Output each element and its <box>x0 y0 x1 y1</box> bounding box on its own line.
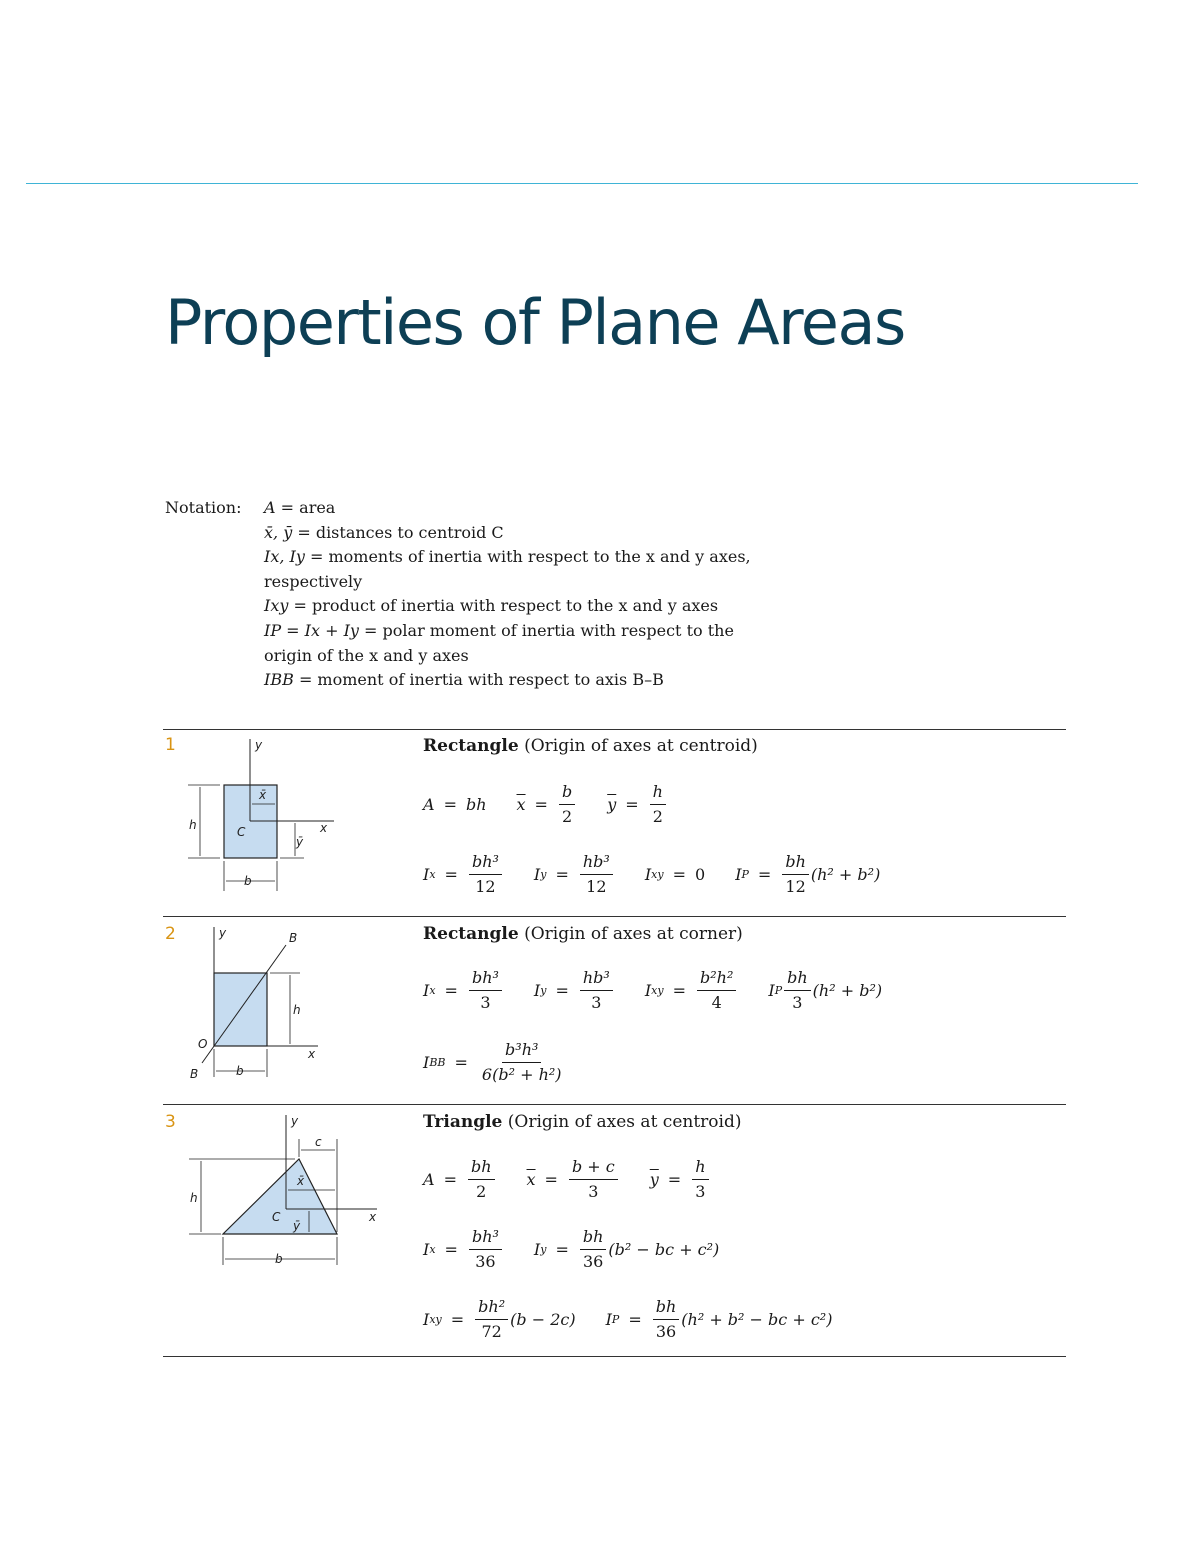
case-heading <box>423 1112 741 1132</box>
ix-fraction: $\frac{\text{bh³}}{36}$ <box>469 1227 502 1272</box>
ixy-value: 0 <box>695 865 706 884</box>
shape-note: (Origin of axes at centroid) <box>507 1112 742 1132</box>
y-axis-label: y <box>255 738 263 752</box>
case-number: 1 <box>165 735 176 755</box>
axis-b-top-label: B <box>289 931 298 945</box>
formula-row-area-centroid: A = bh $\overline{x}$ = $\frac{b}{2}$ $\overline{y}$ = $\frac{h}{2}$ <box>423 782 668 827</box>
notation-symbol: A <box>264 498 276 517</box>
b-dimension-label: b <box>244 874 252 888</box>
x-axis-label: x <box>369 1210 377 1224</box>
ixy-fraction: $\frac{\text{b²h²}}{4}$ <box>697 968 736 1013</box>
area-fraction: $\frac{bh}{2}$ <box>468 1157 495 1202</box>
notation-line <box>264 668 804 693</box>
notation-line <box>264 619 804 644</box>
formula-row-product-polar: I xy = $\frac{\text{bh²}}{72}$ (b − 2c) I P = $\frac{bh}{36}$ (h² + b² − bc + c²) <box>423 1297 833 1341</box>
xbar-fraction: $\frac{b + c}{3}$ <box>569 1157 618 1202</box>
iy-fraction: $\frac{bh}{36}$ <box>580 1227 607 1272</box>
notation-symbol: x̄, ȳ <box>264 522 293 542</box>
notation-line <box>264 496 804 521</box>
notation-text: = product of inertia with respect to the x and y axes <box>293 596 719 616</box>
case-number: 3 <box>165 1112 176 1132</box>
ybar-fraction: $\frac{h}{2}$ <box>650 782 666 827</box>
ip-fraction: $\frac{bh}{36}$ <box>653 1297 680 1342</box>
h-dimension-label: h <box>293 1003 301 1017</box>
ybar-dimension-label: ȳ <box>296 835 304 849</box>
case-heading <box>423 924 743 944</box>
shape-note: (Origin of axes at corner) <box>524 924 743 944</box>
notation-text: = moments of inertia with respect to the x and y axes, <box>309 547 751 567</box>
origin-label: O <box>198 1037 208 1051</box>
b-dimension-label: b <box>275 1252 283 1266</box>
notation-text: respectively <box>264 571 363 591</box>
ixy-tail: (b − 2c) <box>510 1310 576 1329</box>
rectangle-corner-figure <box>186 925 336 1085</box>
ixy-fraction: $\frac{\text{bh²}}{72}$ <box>475 1297 508 1342</box>
table-rule <box>163 1104 1066 1105</box>
case-number: 2 <box>165 924 176 944</box>
area-value: bh <box>465 795 487 814</box>
ip-fraction: $\frac{bh}{3}$ <box>784 968 811 1013</box>
formula-row-inertia: I x = $\frac{\text{bh³}}{3}$ I y = $\frac{\text{hb³}}{3}$ I xy = $\frac{\text{b²h²}}{4}$ I P $\frac{bh}{3}$ (h² + b²) <box>423 968 883 1012</box>
shape-name: Rectangle <box>423 924 519 944</box>
notation-symbol: IBB <box>264 670 294 690</box>
notation-symbol: IP = Ix + Iy <box>264 620 359 640</box>
x-axis-label: x <box>308 1047 316 1061</box>
notation-text: = polar moment of inertia with respect to the <box>364 620 734 640</box>
formula-row-inertia: I x = $\frac{\text{bh³}}{12}$ I y = $\frac{\text{hb³}}{12}$ I xy = 0 I P = $\frac{bh}{12}$ (h² + b²) <box>423 852 881 896</box>
notation-text: = area <box>280 498 336 517</box>
ix-fraction: $\frac{\text{bh³}}{12}$ <box>469 852 502 897</box>
notation-text: origin of the x and y axes <box>264 645 469 665</box>
table-rule <box>163 729 1066 730</box>
triangle-centroid-figure <box>185 1113 385 1273</box>
iy-fraction: $\frac{\text{hb³}}{12}$ <box>580 852 613 897</box>
notation-line <box>264 644 804 669</box>
ip-tail: (h² + b²) <box>812 981 883 1000</box>
notation-symbol: Ixy <box>264 596 289 616</box>
table-rule <box>163 1356 1066 1357</box>
ip-tail: (h² + b²) <box>810 865 881 884</box>
xbar-dimension-label: x̄ <box>297 1174 305 1188</box>
rectangle-centroid-figure <box>180 735 350 900</box>
area-symbol: A <box>423 795 435 814</box>
table-rule <box>163 916 1066 917</box>
ybar-dimension-label: ȳ <box>293 1219 301 1233</box>
xbar-fraction: $\frac{b}{2}$ <box>559 782 575 827</box>
formula-row-ibb: I BB = $\frac{\text{b³h³}}{\text{6(b² + h²)}}$ <box>423 1040 567 1085</box>
iy-tail: (b² − bc + c²) <box>608 1240 720 1259</box>
shape-name: Rectangle <box>423 736 519 756</box>
notation-label: Notation: <box>165 498 242 517</box>
y-axis-label: y <box>291 1114 299 1128</box>
h-dimension-label: h <box>190 1191 198 1205</box>
notation-line <box>264 521 804 546</box>
b-dimension-label: b <box>236 1064 244 1078</box>
notation-text: = distances to centroid C <box>297 522 504 542</box>
page-title: Properties of Plane Areas <box>165 286 905 359</box>
axis-b-bottom-label: B <box>190 1067 199 1081</box>
top-accent-rule <box>26 183 1138 184</box>
y-axis-label: y <box>219 926 227 940</box>
notation-line <box>264 570 804 595</box>
notation-line <box>264 594 804 619</box>
ybar-fraction: $\frac{h}{3}$ <box>692 1157 708 1202</box>
notation-symbol: Ix, Iy <box>264 547 305 567</box>
ip-fraction: $\frac{bh}{12}$ <box>782 852 809 897</box>
formula-row-area-centroid: A = $\frac{bh}{2}$ $\overline{x}$ = $\frac{b + c}{3}$ $\overline{y}$ = $\frac{h}{3}$ <box>423 1157 711 1202</box>
notation-text: = moment of inertia with respect to axis B–B <box>298 670 664 690</box>
shape-name: Triangle <box>423 1112 503 1132</box>
x-axis-label: x <box>320 821 328 835</box>
xbar-dimension-label: x̄ <box>259 788 267 802</box>
h-dimension-label: h <box>189 818 197 832</box>
centroid-label: C <box>272 1210 281 1224</box>
iy-fraction: $\frac{\text{hb³}}{3}$ <box>580 968 613 1013</box>
case-heading <box>423 736 758 756</box>
notation-definitions <box>264 496 804 693</box>
shape-note: (Origin of axes at centroid) <box>524 736 758 756</box>
ip-tail: (h² + b² − bc + c²) <box>681 1310 833 1329</box>
centroid-label: C <box>237 825 246 839</box>
ix-fraction: $\frac{\text{bh³}}{3}$ <box>469 968 502 1013</box>
notation-line <box>264 545 804 570</box>
c-dimension-label: c <box>315 1135 322 1149</box>
ibb-fraction: $\frac{\text{b³h³}}{\text{6(b² + h²)}}$ <box>481 1040 562 1084</box>
formula-row-inertia: I x = $\frac{\text{bh³}}{36}$ I y = $\frac{bh}{36}$ (b² − bc + c²) <box>423 1227 720 1271</box>
